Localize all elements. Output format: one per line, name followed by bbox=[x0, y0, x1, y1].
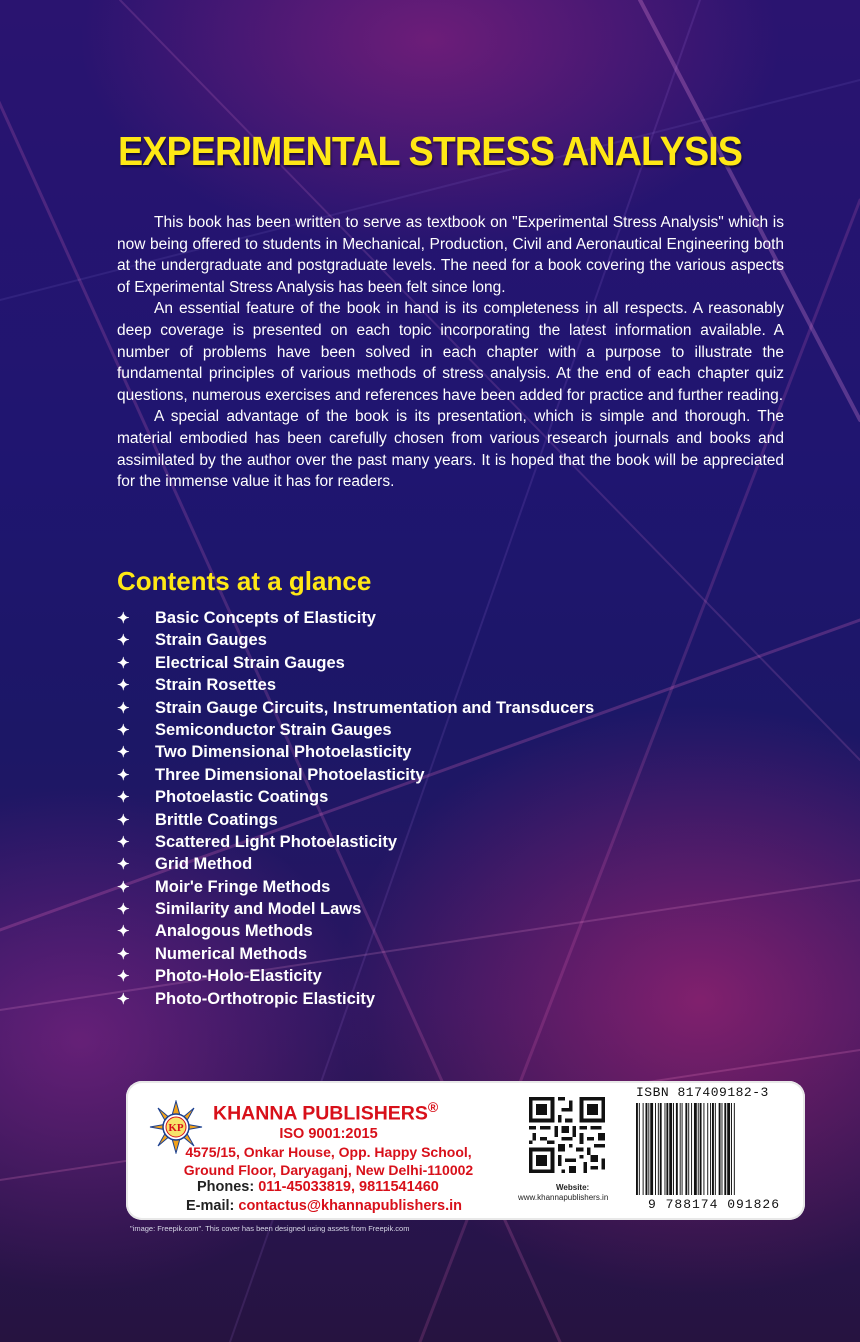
contents-item-label: Three Dimensional Photoelasticity bbox=[155, 765, 425, 784]
barcode-bar bbox=[658, 1103, 659, 1195]
contents-item bbox=[117, 786, 594, 808]
barcode-bar bbox=[710, 1103, 711, 1195]
four-point-star-icon: ✦ bbox=[117, 856, 130, 874]
contents-item-label: Similarity and Model Laws bbox=[155, 900, 362, 919]
barcode-bar bbox=[703, 1103, 704, 1195]
four-point-star-icon: ✦ bbox=[117, 677, 130, 695]
barcode-bar bbox=[691, 1103, 692, 1195]
barcode-bar bbox=[648, 1103, 649, 1195]
contents-item bbox=[117, 965, 594, 987]
contents-item bbox=[117, 652, 594, 674]
contents-item bbox=[117, 719, 594, 741]
barcode-bar bbox=[639, 1103, 640, 1195]
four-point-star-icon: ✦ bbox=[117, 721, 130, 739]
four-point-star-icon: ✦ bbox=[117, 654, 130, 672]
four-point-star-icon: ✦ bbox=[117, 923, 130, 941]
contents-item bbox=[117, 697, 594, 719]
contents-item bbox=[117, 920, 594, 942]
contents-list bbox=[117, 607, 594, 1010]
four-point-star-icon: ✦ bbox=[117, 610, 130, 627]
four-point-star-icon: ✦ bbox=[117, 789, 130, 807]
contents-item-label: Numerical Methods bbox=[155, 944, 308, 963]
isbn-barcode bbox=[634, 1103, 794, 1195]
contents-item-label: Analogous Methods bbox=[155, 922, 313, 941]
four-point-star-icon: ✦ bbox=[117, 990, 130, 1008]
four-point-star-icon: ✦ bbox=[117, 632, 130, 650]
contents-item-label: Electrical Strain Gauges bbox=[155, 653, 345, 672]
barcode-bar bbox=[712, 1103, 714, 1195]
barcode-bar bbox=[669, 1103, 672, 1195]
publisher-address bbox=[126, 1143, 531, 1179]
contents-item-label: Strain Gauges bbox=[155, 631, 267, 650]
four-point-star-icon: ✦ bbox=[117, 766, 130, 784]
four-point-star-icon: ✦ bbox=[117, 968, 130, 986]
barcode-bar bbox=[719, 1103, 721, 1195]
logo-text: KP bbox=[168, 1122, 184, 1134]
barcode-bar bbox=[700, 1103, 702, 1195]
publisher-name bbox=[213, 1099, 438, 1126]
description-paragraph: A special advantage of the book is its presentation, which is simple and thorough. The material embodied has been carefully chosen from various research journals and books and assimilated by the author over the past many years. It is hoped that the book will be appreciated for the immense value it has for readers. bbox=[117, 408, 784, 491]
four-point-star-icon: ✦ bbox=[117, 833, 130, 851]
contents-item-label: Photo-Holo-Elasticity bbox=[155, 967, 322, 986]
email-label: E-mail: bbox=[186, 1198, 235, 1214]
description-paragraph: This book has been written to serve as textbook on "Experimental Stress Analysis" which is now being offered to students in Mechanical, Production, Civil and Aeronautical Engineering both at the undergraduate and postgraduate levels. The need for a book covering the various aspects of Experimental Stress Analysis has been felt since long. bbox=[117, 214, 784, 296]
barcode-bar bbox=[680, 1103, 681, 1195]
website-label: Website: bbox=[556, 1183, 590, 1192]
four-point-star-icon: ✦ bbox=[117, 945, 130, 963]
contents-item-label: Scattered Light Photoelasticity bbox=[155, 832, 398, 851]
barcode-bar bbox=[694, 1103, 697, 1195]
contents-item bbox=[117, 876, 594, 898]
contents-item-label: Strain Gauge Circuits, Instrumentation and Transducers bbox=[155, 698, 595, 717]
contents-item-label: Photoelastic Coatings bbox=[155, 788, 329, 807]
contents-item bbox=[117, 853, 594, 875]
email-value: contactus@khannapublishers.in bbox=[238, 1198, 462, 1214]
contents-item-label: Photo-Orthotropic Elasticity bbox=[155, 989, 376, 1008]
four-point-star-icon: ✦ bbox=[117, 901, 130, 919]
barcode-bar bbox=[636, 1103, 638, 1195]
barcode-bar bbox=[727, 1103, 730, 1195]
contents-item-label: Moir'e Fringe Methods bbox=[155, 877, 331, 896]
address-line: 4575/15, Onkar House, Opp. Happy School, bbox=[185, 1144, 472, 1160]
barcode-bar bbox=[682, 1103, 683, 1195]
barcode-bar bbox=[722, 1103, 723, 1195]
phones-label: Phones: bbox=[197, 1179, 255, 1195]
contents-item-label: Basic Concepts of Elasticity bbox=[155, 609, 376, 627]
book-title: EXPERIMENTAL STRESS ANALYSIS bbox=[118, 128, 742, 174]
contents-item bbox=[117, 943, 594, 965]
contents-item-label: Grid Method bbox=[155, 855, 253, 874]
contents-item bbox=[117, 629, 594, 651]
four-point-star-icon: ✦ bbox=[117, 878, 130, 896]
isbn-label: ISBN 817409182-3 bbox=[636, 1085, 769, 1100]
barcode-bar bbox=[685, 1103, 687, 1195]
barcode-bar bbox=[655, 1103, 656, 1195]
barcode-digits: 9 788174 091826 bbox=[647, 1197, 781, 1212]
publisher-iso: ISO 9001:2015 bbox=[279, 1126, 378, 1142]
contents-item-label: Two Dimensional Photoelasticity bbox=[155, 743, 412, 762]
publisher-phones bbox=[197, 1179, 439, 1195]
contents-item bbox=[117, 764, 594, 786]
address-line: Ground Floor, Daryaganj, New Delhi-110002 bbox=[183, 1162, 474, 1178]
publisher-name-text: KHANNA PUBLISHERS bbox=[213, 1102, 428, 1125]
barcode-bar bbox=[650, 1103, 653, 1195]
barcode-bar bbox=[673, 1103, 674, 1195]
barcode-bar bbox=[698, 1103, 699, 1195]
barcode-bar bbox=[734, 1103, 735, 1195]
barcode-bar bbox=[707, 1103, 708, 1195]
barcode-bar bbox=[666, 1103, 668, 1195]
barcode-bar bbox=[688, 1103, 689, 1195]
contents-item-label: Brittle Coatings bbox=[155, 810, 278, 829]
contents-item bbox=[117, 898, 594, 920]
contents-heading: Contents at a glance bbox=[117, 566, 372, 596]
contents-item bbox=[117, 809, 594, 831]
website-url: www.khannapublishers.in bbox=[518, 1193, 609, 1202]
barcode-bar bbox=[646, 1103, 648, 1195]
contents-item bbox=[117, 607, 594, 629]
contents-item bbox=[117, 741, 594, 763]
publisher-box bbox=[126, 1081, 805, 1220]
four-point-star-icon: ✦ bbox=[117, 744, 130, 762]
barcode-bar bbox=[643, 1103, 644, 1195]
registered-mark: ® bbox=[427, 1099, 439, 1115]
contents-item bbox=[117, 831, 594, 853]
barcode-bar bbox=[715, 1103, 716, 1195]
description-paragraph: An essential feature of the book in hand is its completeness in all respects. A reasonably deep coverage is presented on each topic incorporating the latest information available. A number of problems have been solved in each chapter with a purpose to illustrate the fundamental principles of various methods of stress analysis. At the end of each chapter quiz questions, numerous exercises and references have been added for practice and further reading. bbox=[117, 300, 784, 404]
barcode-bar bbox=[731, 1103, 732, 1195]
barcode-bar bbox=[676, 1103, 678, 1195]
contents-item bbox=[117, 674, 594, 696]
barcode-bar bbox=[724, 1103, 726, 1195]
image-credit: "image: Freepik.com". This cover has been designed using assets from Freepik.com bbox=[130, 1224, 410, 1233]
publisher-email bbox=[186, 1198, 462, 1214]
four-point-star-icon: ✦ bbox=[117, 811, 130, 829]
phones-value: 011-45033819, 9811541460 bbox=[258, 1179, 439, 1195]
book-description bbox=[117, 212, 784, 493]
barcode-bar bbox=[660, 1103, 662, 1195]
contents-item-label: Strain Rosettes bbox=[155, 676, 277, 695]
contents-item bbox=[117, 988, 594, 1010]
four-point-star-icon: ✦ bbox=[117, 699, 130, 717]
contents-item-label: Semiconductor Strain Gauges bbox=[155, 720, 392, 739]
barcode-bar bbox=[665, 1103, 666, 1195]
qr-code bbox=[529, 1097, 605, 1173]
